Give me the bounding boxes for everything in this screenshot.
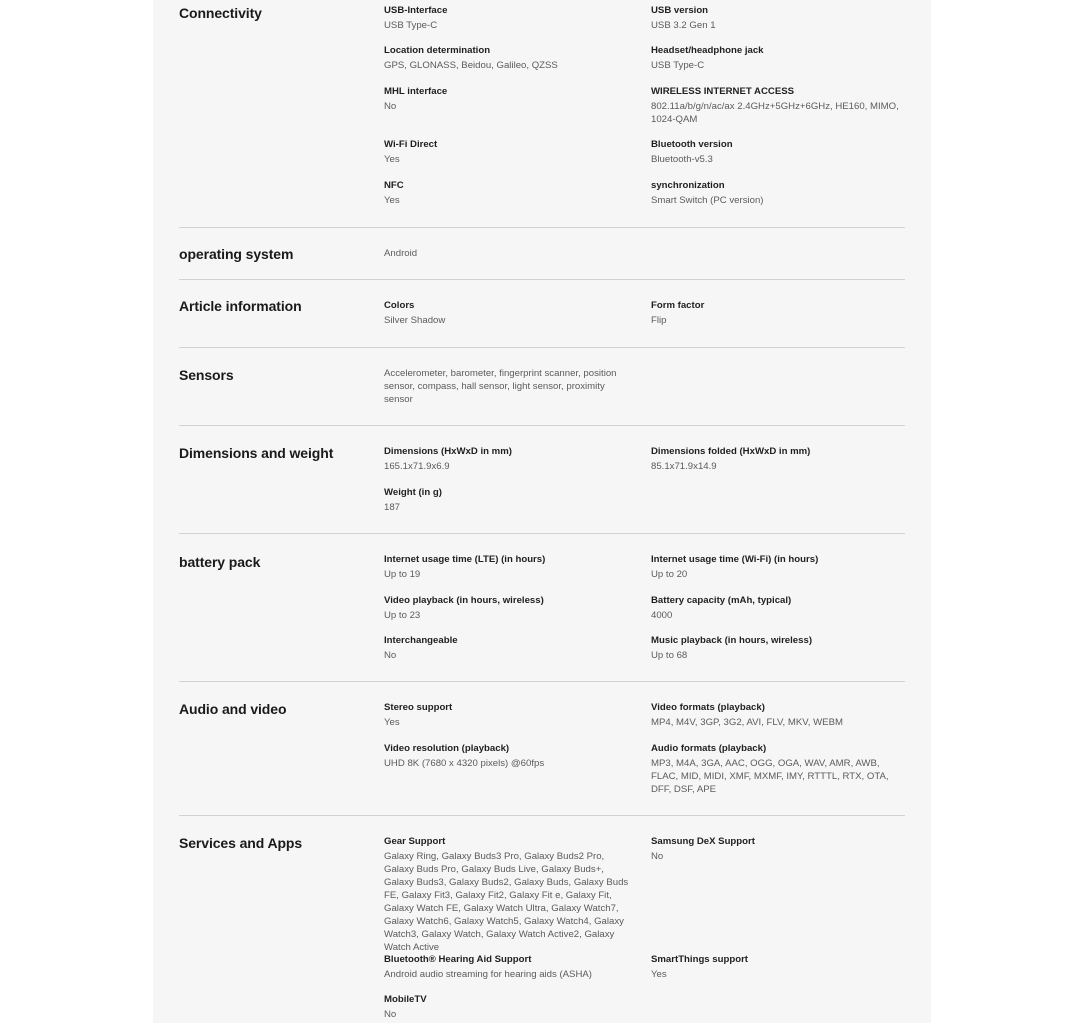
spec-item [384,5,651,32]
spec-panel [153,0,931,1023]
spec-value: UHD 8K (7680 x 4320 pixels) @60fps [384,758,545,769]
spec-label: NFC [384,180,404,191]
spec-item [651,635,913,662]
spec-item [651,86,913,126]
spec-value: GPS, GLONASS, Beidou, Galileo, QZSS [384,60,558,71]
section-battery-pack [179,534,905,682]
spec-value: Yes [384,195,400,206]
spec-label: MobileTV [384,994,427,1005]
spec-value: No [384,650,397,661]
section-article-information [179,280,905,348]
spec-item [651,5,913,32]
spec-list [179,0,905,1026]
spec-label: MHL interface [384,86,448,97]
spec-item [384,635,651,662]
spec-label: Colors [384,300,415,311]
spec-value: MP4, M4V, 3GP, 3G2, AVI, FLV, MKV, WEBM [651,717,843,728]
spec-value: Yes [384,154,400,165]
spec-label: SmartThings support [651,954,749,965]
spec-item [384,554,651,581]
spec-value: Yes [384,717,400,728]
spec-value: Galaxy Ring, Galaxy Buds3 Pro, Galaxy Buds2 Pro, Galaxy Buds Pro, Galaxy Buds Live, Galaxy Buds+, Galaxy Buds3, Galaxy Buds2, Galaxy Buds, Galaxy Buds FE, Galaxy Fit3, Galaxy Fit2, Galaxy Fit e, Galaxy Fit, Galaxy Watch FE, Galaxy Watch Ultra, Galaxy Watch7, Galaxy Watch6, Galaxy Watch5, Galaxy Watch4, Galaxy Watch3, Galaxy Watch, Galaxy Watch Active2, Galaxy Watch Active [384,851,629,953]
spec-item [651,595,913,622]
spec-label: USB-Interface [384,5,448,16]
spec-value: MP3, M4A, 3GA, AAC, OGG, OGA, WAV, AMR, AWB, FLAC, MID, MIDI, XMF, MXMF, IMY, RTTTL, RTX, OTA, DFF, DSF, APE [651,758,889,795]
spec-label: Bluetooth version [651,139,733,150]
spec-label: Internet usage time (Wi-Fi) (in hours) [651,554,819,565]
spec-value: 187 [384,502,401,513]
spec-label: Battery capacity (mAh, typical) [651,595,792,606]
section-title: Audio and video [179,701,287,717]
spec-item [651,180,913,207]
spec-item [651,139,913,166]
spec-value: Bluetooth-v5.3 [651,154,713,165]
spec-label: Stereo support [384,702,453,713]
spec-item [384,180,651,207]
section-sensors [179,348,905,426]
spec-label: Wi-Fi Direct [384,139,438,150]
spec-label: USB version [651,5,709,16]
spec-item [384,702,651,729]
spec-label: Headset/headphone jack [651,45,764,56]
spec-value: USB Type-C [651,60,705,71]
section-title: Sensors [179,367,234,383]
spec-value: No [384,1009,397,1020]
section-title: Dimensions and weight [179,445,334,461]
spec-item [384,954,651,981]
spec-label: WIRELESS INTERNET ACCESS [651,86,795,97]
section-title: battery pack [179,554,261,570]
spec-item [384,487,651,514]
spec-label: Interchangeable [384,635,458,646]
spec-label: Music playback (in hours, wireless) [651,635,813,646]
spec-item [384,139,651,166]
spec-value: Up to 23 [384,610,421,621]
spec-label: Internet usage time (LTE) (in hours) [384,554,546,565]
section-connectivity [179,0,905,228]
spec-item [651,954,913,981]
spec-label: Video resolution (playback) [384,743,510,754]
spec-label: Audio formats (playback) [651,743,767,754]
spec-label: Dimensions folded (HxWxD in mm) [651,446,811,457]
spec-value: 4000 [651,610,673,621]
spec-item [651,446,913,473]
spec-value: 165.1x71.9x6.9 [384,461,450,472]
spec-item [384,743,651,770]
section-title: operating system [179,246,294,262]
spec-item [384,86,651,113]
spec-label: synchronization [651,180,725,191]
spec-item [651,702,913,729]
spec-label: Dimensions (HxWxD in mm) [384,446,512,457]
spec-item [384,446,651,473]
spec-item [651,300,913,327]
spec-value: USB 3.2 Gen 1 [651,20,716,31]
spec-label: Samsung DeX Support [651,836,755,847]
section-dimensions-weight [179,426,905,534]
spec-value: Android audio streaming for hearing aids (ASHA) [384,969,592,980]
spec-label: Weight (in g) [384,487,442,498]
spec-item [651,836,913,863]
spec-label: Location determination [384,45,491,56]
spec-item [651,45,913,72]
spec-value: Up to 68 [651,650,688,661]
spec-label: Bluetooth® Hearing Aid Support [384,954,532,965]
spec-label: Form factor [651,300,705,311]
spec-item [651,554,913,581]
spec-value: Smart Switch (PC version) [651,195,764,206]
spec-value: Android [384,248,418,259]
spec-value: 85.1x71.9x14.9 [651,461,717,472]
spec-item [384,994,651,1021]
spec-value: No [384,101,397,112]
spec-item [651,743,913,796]
spec-label: Gear Support [384,836,446,847]
spec-value: No [651,851,664,862]
spec-item [384,595,651,622]
spec-label: Video playback (in hours, wireless) [384,595,544,606]
section-services-apps [179,816,905,1026]
section-title: Services and Apps [179,835,303,851]
spec-value: Accelerometer, barometer, fingerprint scanner, position sensor, compass, hall sensor, light sensor, proximity sensor [384,368,617,405]
section-audio-video [179,682,905,816]
spec-value: Yes [651,969,667,980]
spec-value: Up to 19 [384,569,421,580]
spec-value: Flip [651,315,667,326]
section-title: Connectivity [179,5,262,21]
spec-value: Up to 20 [651,569,688,580]
spec-item [384,836,641,954]
section-operating-system [179,228,905,280]
spec-value: USB Type-C [384,20,438,31]
spec-label: Video formats (playback) [651,702,765,713]
spec-value: Silver Shadow [384,315,446,326]
spec-item [384,300,651,327]
section-title: Article information [179,298,302,314]
spec-item [384,45,651,72]
spec-value: 802.11a/b/g/n/ac/ax 2.4GHz+5GHz+6GHz, HE160, MIMO, 1024-QAM [651,101,899,125]
